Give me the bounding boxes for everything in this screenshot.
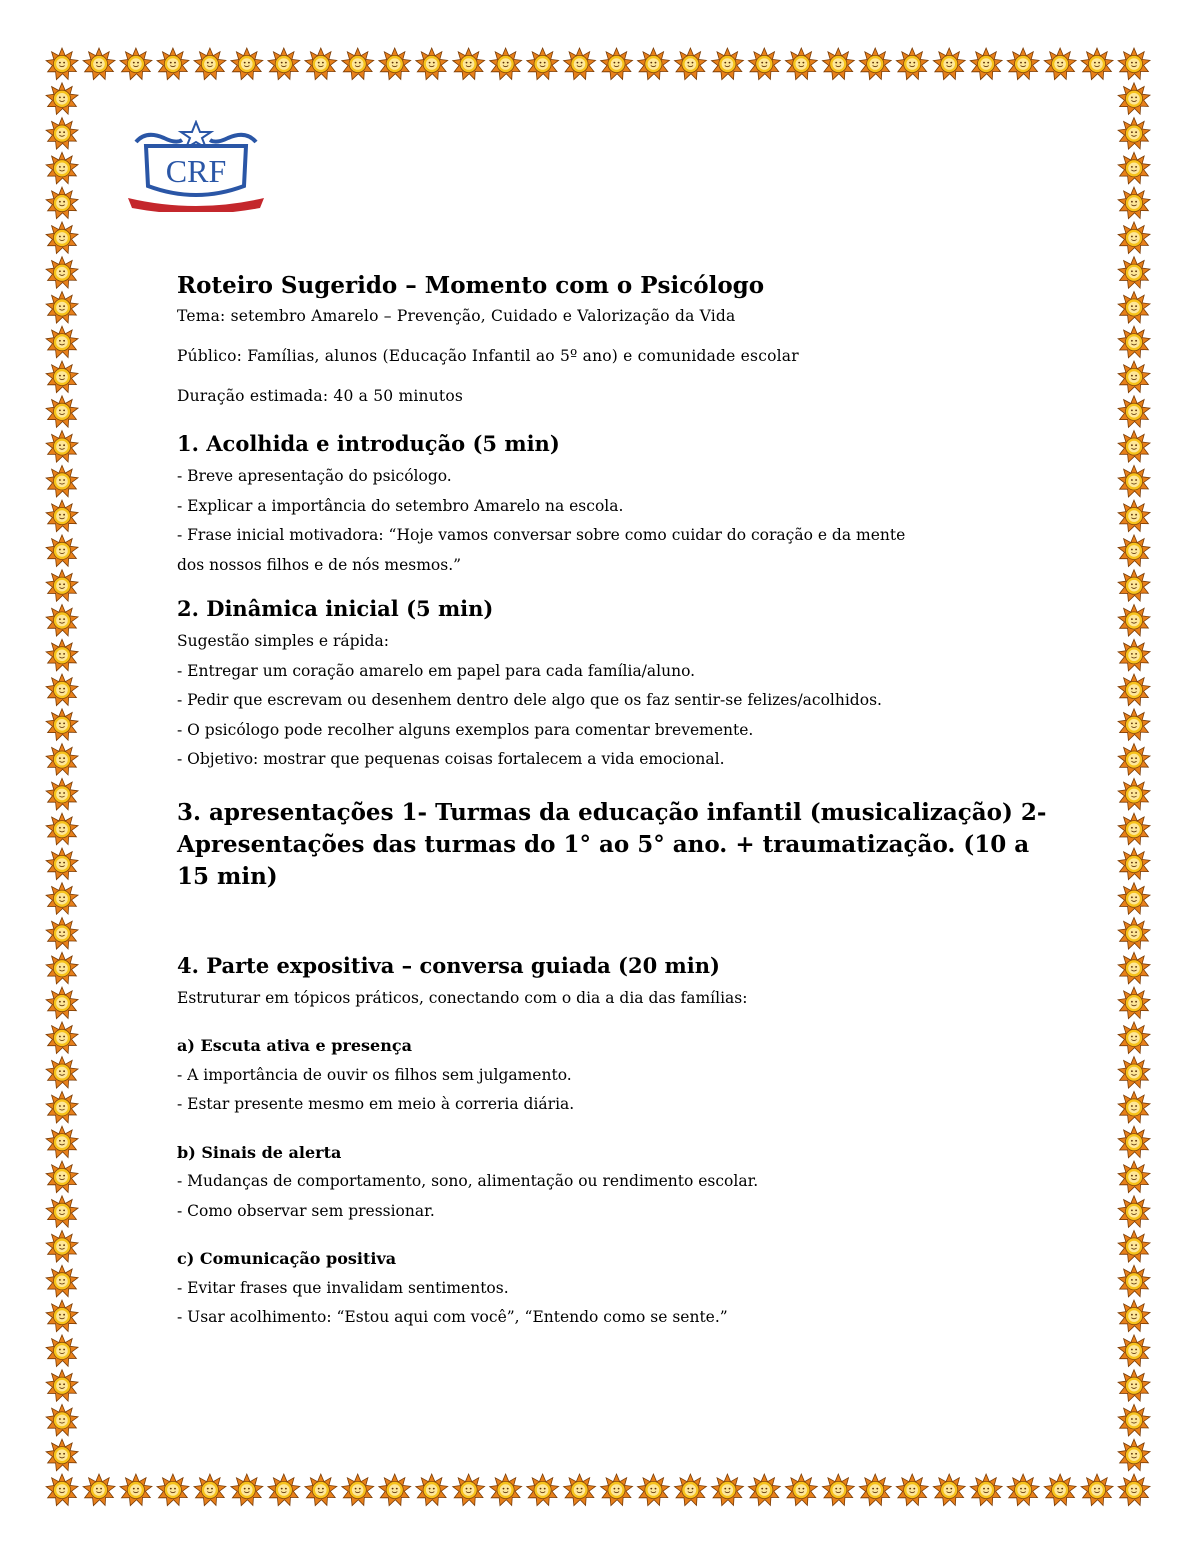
- sun-border-icon: [933, 48, 965, 80]
- sun-border-icon: [1118, 918, 1150, 950]
- sun-border-icon: [1118, 83, 1150, 115]
- sun-border-icon: [46, 605, 78, 637]
- sun-border-icon: [675, 1474, 707, 1506]
- sun-border-icon: [46, 152, 78, 184]
- sun-border-icon: [46, 1161, 78, 1193]
- subsection-c-line: - Evitar frases que invalidam sentimentos.: [177, 1278, 509, 1297]
- sun-border-icon: [527, 48, 559, 80]
- sun-border-icon: [859, 48, 891, 80]
- sun-border-icon: [46, 396, 78, 428]
- sun-border-icon: [1081, 48, 1113, 80]
- sun-border-icon: [1118, 187, 1150, 219]
- sun-border-icon: [1044, 48, 1076, 80]
- sun-border-icon: [46, 1022, 78, 1054]
- sun-border-icon: [1118, 744, 1150, 776]
- sun-border-icon: [157, 48, 189, 80]
- sun-border-icon: [46, 48, 78, 80]
- sun-border-icon: [46, 639, 78, 671]
- sun-border-icon: [712, 1474, 744, 1506]
- sun-border-icon: [1007, 1474, 1039, 1506]
- sun-border-icon: [120, 1474, 152, 1506]
- sun-border-icon: [822, 1474, 854, 1506]
- section-2-line: - Pedir que escrevam ou desenhem dentro dele algo que os faz sentir-se felizes/acolhidos.: [177, 691, 882, 709]
- school-logo: [126, 120, 266, 212]
- document-title: Roteiro Sugerido – Momento com o Psicólogo: [177, 272, 765, 299]
- sun-border-icon: [268, 48, 300, 80]
- section-4-heading: 4. Parte expositiva – conversa guiada (20 min): [177, 952, 720, 978]
- sun-border-icon: [1118, 1265, 1150, 1297]
- sun-border-icon: [46, 500, 78, 532]
- sun-border-icon: [46, 361, 78, 393]
- sun-border-icon: [1118, 778, 1150, 810]
- sun-border-icon: [46, 1265, 78, 1297]
- sun-border-icon: [1118, 500, 1150, 532]
- sun-border-icon: [1118, 431, 1150, 463]
- sun-border-icon: [46, 1231, 78, 1263]
- sun-border-icon: [305, 1474, 337, 1506]
- sun-border-icon: [490, 1474, 522, 1506]
- section-2-line: Sugestão simples e rápida:: [177, 632, 389, 650]
- publico-line: Público: Famílias, alunos (Educação Infantil ao 5º ano) e comunidade escolar: [177, 347, 799, 365]
- sun-border-icon: [342, 1474, 374, 1506]
- section-3-heading: 3. apresentações 1- Turmas da educação infantil (musicalização) 2- Apresentações das turmas do 1° ao 5° ano. + traumatização. (10 a 15 min): [177, 798, 1047, 890]
- sun-border-icon: [1118, 1057, 1150, 1089]
- sun-border-icon: [1118, 952, 1150, 984]
- sun-border-icon: [46, 326, 78, 358]
- sun-border-icon: [564, 48, 596, 80]
- section-2-line: - Entregar um coração amarelo em papel para cada família/aluno.: [177, 661, 696, 680]
- sun-border-icon: [1118, 1161, 1150, 1193]
- sun-border-icon: [1118, 605, 1150, 637]
- sun-border-icon: [231, 1474, 263, 1506]
- sun-border-icon: [601, 48, 633, 80]
- sun-border-icon: [1118, 709, 1150, 741]
- sun-border-icon: [1118, 1022, 1150, 1054]
- sun-border-icon: [748, 48, 780, 80]
- subsection-b-line: - Como observar sem pressionar.: [177, 1201, 435, 1220]
- subsection-c-line: - Usar acolhimento: “Estou aqui com você”, “Entendo como se sente.”: [177, 1308, 728, 1326]
- sun-border-icon: [416, 48, 448, 80]
- sun-border-icon: [564, 1474, 596, 1506]
- sun-border-icon: [46, 1091, 78, 1123]
- sun-border-icon: [970, 1474, 1002, 1506]
- sun-border-icon: [1118, 813, 1150, 845]
- sun-border-icon: [46, 535, 78, 567]
- duracao-line: Duração estimada: 40 a 50 minutos: [177, 387, 464, 405]
- section-2-line: - Objetivo: mostrar que pequenas coisas fortalecem a vida emocional.: [177, 750, 725, 768]
- sun-border-icon: [1118, 1300, 1150, 1332]
- sun-border-icon: [1118, 1404, 1150, 1436]
- sun-border-icon: [527, 1474, 559, 1506]
- sun-border-icon: [46, 744, 78, 776]
- sun-border-icon: [46, 1404, 78, 1436]
- section-1: [177, 431, 1057, 580]
- subsection-a-line: - A importância de ouvir os filhos sem julgamento.: [177, 1065, 572, 1084]
- sun-border-icon: [675, 48, 707, 80]
- section-1-heading: 1. Acolhida e introdução (5 min): [177, 431, 560, 456]
- sun-border-icon: [46, 83, 78, 115]
- sun-border-icon: [1118, 1231, 1150, 1263]
- section-2: [177, 596, 1057, 775]
- sun-border-icon: [46, 952, 78, 984]
- document-body: [177, 272, 1057, 1349]
- sun-border-icon: [453, 1474, 485, 1506]
- sun-border-icon: [231, 48, 263, 80]
- sun-border-icon: [1118, 465, 1150, 497]
- sun-border-icon: [46, 848, 78, 880]
- section-1-line: - Explicar a importância do setembro Amarelo na escola.: [177, 496, 624, 515]
- sun-border-icon: [1118, 152, 1150, 184]
- sun-border-icon: [1118, 222, 1150, 254]
- sun-border-icon: [305, 48, 337, 80]
- sun-border-icon: [46, 1300, 78, 1332]
- sun-border-icon: [638, 1474, 670, 1506]
- sun-border-icon: [416, 1474, 448, 1506]
- sun-border-icon: [1118, 848, 1150, 880]
- sun-border-icon: [46, 1439, 78, 1471]
- sun-border-icon: [46, 778, 78, 810]
- sun-border-icon: [712, 48, 744, 80]
- section-4-intro: Estruturar em tópicos práticos, conectando com o dia a dia das famílias:: [177, 988, 748, 1007]
- sun-border-icon: [453, 48, 485, 80]
- sun-border-icon: [46, 883, 78, 915]
- sun-border-icon: [933, 1474, 965, 1506]
- sun-border-icon: [1007, 48, 1039, 80]
- section-1-line: - Frase inicial motivadora: “Hoje vamos conversar sobre como cuidar do coração e da mente: [177, 526, 906, 544]
- sun-border-icon: [748, 1474, 780, 1506]
- sun-border-icon: [1118, 1370, 1150, 1402]
- sun-border-icon: [120, 48, 152, 80]
- section-2-heading: 2. Dinâmica inicial (5 min): [177, 596, 494, 621]
- section-4: [177, 953, 1057, 1333]
- sun-border-icon: [46, 222, 78, 254]
- sun-border-icon: [859, 1474, 891, 1506]
- sun-border-icon: [1118, 1439, 1150, 1471]
- sun-border-icon: [157, 1474, 189, 1506]
- sun-border-icon: [970, 48, 1002, 80]
- sun-border-icon: [46, 813, 78, 845]
- subsection-a-title: a) Escuta ativa e presença: [177, 1036, 412, 1055]
- sun-border-icon: [83, 48, 115, 80]
- sun-border-icon: [1118, 118, 1150, 150]
- sun-border-icon: [46, 1126, 78, 1158]
- sun-border-icon: [1081, 1474, 1113, 1506]
- subsection-a-line: - Estar presente mesmo em meio à correria diária.: [177, 1095, 575, 1113]
- tema-line: Tema: setembro Amarelo – Prevenção, Cuidado e Valorização da Vida: [177, 307, 736, 325]
- sun-border-icon: [1118, 1091, 1150, 1123]
- sun-border-icon: [1118, 987, 1150, 1019]
- sun-border-icon: [46, 1370, 78, 1402]
- sun-border-icon: [1118, 326, 1150, 358]
- section-2-line: - O psicólogo pode recolher alguns exemplos para comentar brevemente.: [177, 720, 754, 739]
- sun-border-icon: [822, 48, 854, 80]
- sun-border-icon: [46, 257, 78, 289]
- subsection-b-line: - Mudanças de comportamento, sono, alimentação ou rendimento escolar.: [177, 1172, 759, 1190]
- subsection-c-title: c) Comunicação positiva: [177, 1249, 397, 1268]
- sun-border-icon: [1118, 48, 1150, 80]
- sun-border-icon: [379, 1474, 411, 1506]
- sun-border-icon: [46, 987, 78, 1019]
- sun-border-icon: [46, 292, 78, 324]
- sun-border-icon: [46, 674, 78, 706]
- sun-border-icon: [46, 918, 78, 950]
- sun-border-icon: [1118, 1126, 1150, 1158]
- sun-border-icon: [194, 48, 226, 80]
- sun-border-icon: [1118, 292, 1150, 324]
- section-1-line: - Breve apresentação do psicólogo.: [177, 467, 452, 485]
- sun-border-icon: [46, 431, 78, 463]
- sun-border-icon: [46, 709, 78, 741]
- sun-border-icon: [1118, 883, 1150, 915]
- sun-border-icon: [46, 570, 78, 602]
- sun-border-icon: [1118, 570, 1150, 602]
- sun-border-icon: [1044, 1474, 1076, 1506]
- sun-border-icon: [46, 1057, 78, 1089]
- sun-border-icon: [896, 1474, 928, 1506]
- sun-border-icon: [601, 1474, 633, 1506]
- sun-border-icon: [1118, 1474, 1150, 1506]
- sun-border-icon: [83, 1474, 115, 1506]
- sun-border-icon: [46, 465, 78, 497]
- sun-border-icon: [1118, 674, 1150, 706]
- sun-border-icon: [46, 118, 78, 150]
- section-1-line: dos nossos filhos e de nós mesmos.”: [177, 555, 462, 574]
- sun-border-icon: [1118, 361, 1150, 393]
- sun-border-icon: [1118, 257, 1150, 289]
- sun-border-icon: [1118, 535, 1150, 567]
- sun-border-icon: [1118, 1196, 1150, 1228]
- sun-border-icon: [379, 48, 411, 80]
- sun-border-icon: [1118, 396, 1150, 428]
- sun-border-icon: [1118, 639, 1150, 671]
- sun-border-icon: [46, 187, 78, 219]
- sun-border-icon: [490, 48, 522, 80]
- sun-border-icon: [896, 48, 928, 80]
- sun-border-icon: [342, 48, 374, 80]
- subsection-b-title: b) Sinais de alerta: [177, 1142, 342, 1162]
- logo-text: CRF: [165, 153, 227, 189]
- sun-border-icon: [785, 48, 817, 80]
- sun-border-icon: [1118, 1335, 1150, 1367]
- sun-border-icon: [785, 1474, 817, 1506]
- sun-border-icon: [268, 1474, 300, 1506]
- sun-border-icon: [46, 1474, 78, 1506]
- sun-border-icon: [46, 1335, 78, 1367]
- sun-border-icon: [46, 1196, 78, 1228]
- sun-border-icon: [638, 48, 670, 80]
- sun-border-icon: [194, 1474, 226, 1506]
